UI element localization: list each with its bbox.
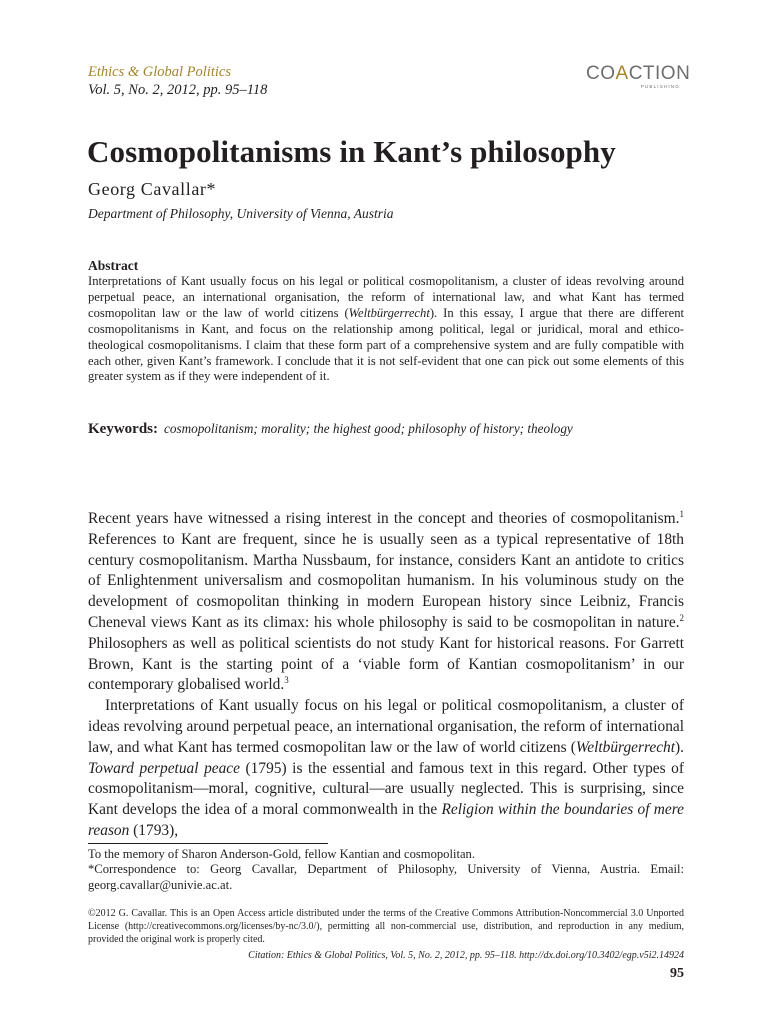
logo-text-b: CTION: [628, 63, 691, 84]
author-affiliation: Department of Philosophy, University of Vienna, Austria: [88, 206, 394, 221]
paragraph-2: Interpretations of Kant usually focus on his legal or political cosmopolitanism, a cluster of ideas revolving around perpetual peace, an international organisation, the reform of international law, and what Kant has termed cosmopolitan law or the law of world citizens (Weltbürgerrecht). Toward perpetual peace (1795) is the essential and famous text in this regard. Other types of cosmopolitanism—moral, cognitive, cultural—are usually neglected. This is surprising, since Kant develops the idea of a moral commonwealth in the Religion within the boundaries of mere reason (1793),: [88, 697, 685, 839]
license-text: ©2012 G. Cavallar. This is an Open Access article distributed under the terms of the Creative Commons Attribution-Noncommercial 3.0 Unported License (http://creativecommons.org/licenses/by-nc/3.0/), permitting all non-commercial use, distribution, and reproduction in any medium, provided the original work is properly cited.: [88, 908, 684, 946]
abstract-text: Interpretations of Kant usually focus on his legal or political cosmopolitanism, a cluster of ideas revolving around perpetual peace, an international organisation, the reform of international law, and what Kant has termed cosmopolitan law or the law of world citizens (Weltbürgerrecht). In this essay, I argue that there are different cosmopolitanisms in Kant, and focus on the relationship among political, legal or juridical, moral and ethico-theological cosmopolitanisms. I claim that these form part of a comprehensive system and are fully compatible with each other, given Kant’s framework. I conclude that it is not self-evident that one can pick out some elements of this greater system as if they were independent of it.: [88, 274, 684, 384]
page-number: 95: [670, 966, 684, 981]
publisher-logo: [586, 63, 691, 90]
footnotes: [88, 847, 684, 893]
body-text: [88, 509, 684, 842]
paragraph-1: Recent years have witnessed a rising interest in the concept and theories of cosmopolitanism.$^1$ References to Kant are frequent, since he is usually seen as a typical representative of 18th century cosmopolitanism. Martha Nussbaum, for instance, considers Kant an antidote to critics of Enlightenment universalism and cosmopolitan humanism. In his voluminous study on the development of cosmopolitan thinking in modern European history since Leibniz, Francis Cheneval views Kant as its climax: his whole philosophy is said to be cosmopolitan in nature.$^2$ Philosophers as well as political scientists do not study Kant for historical reasons. For Garrett Brown, Kant is the starting point of a ‘viable form of Kantian cosmopolitanism’ in our contemporary globalised world.$^3$: [88, 508, 684, 694]
article-title: Cosmopolitanisms in Kant’s philosophy: [87, 134, 616, 169]
license-notice: [88, 907, 684, 947]
journal-name: Ethics & Global Politics: [88, 64, 231, 80]
footnote-ref-2[interactable]: 2: [679, 612, 684, 623]
footnote-ref-1[interactable]: 1: [679, 508, 684, 519]
footnote-divider: [88, 843, 328, 844]
footnote-memory: To the memory of Sharon Anderson-Gold, fellow Kantian and cosmopolitan.: [88, 847, 475, 861]
author-name: Georg Cavallar*: [88, 179, 217, 199]
logo-text-accent: A: [615, 63, 629, 84]
logo-subtext: PUBLISHING: [640, 84, 680, 89]
footnote-correspondence: *Correspondence to: Georg Cavallar, Department of Philosophy, University of Vienna, Austria. Email: georg.cavallar@univie.ac.at.: [88, 862, 684, 892]
logo-text-a: CO: [586, 63, 616, 84]
keywords-values: cosmopolitanism; morality; the highest good; philosophy of history; theology: [164, 421, 573, 436]
journal-volume: Vol. 5, No. 2, 2012, pp. 95–118: [88, 82, 268, 98]
keywords-label: Keywords:: [88, 421, 158, 437]
citation-line: Citation: Ethics & Global Politics, Vol. 5, No. 2, 2012, pp. 95–118. http://dx.doi.org/10.3402/egp.v5i2.14924: [248, 950, 684, 961]
keywords: [88, 420, 573, 438]
abstract-heading: Abstract: [88, 258, 139, 273]
footnote-ref-3[interactable]: 3: [284, 675, 289, 686]
